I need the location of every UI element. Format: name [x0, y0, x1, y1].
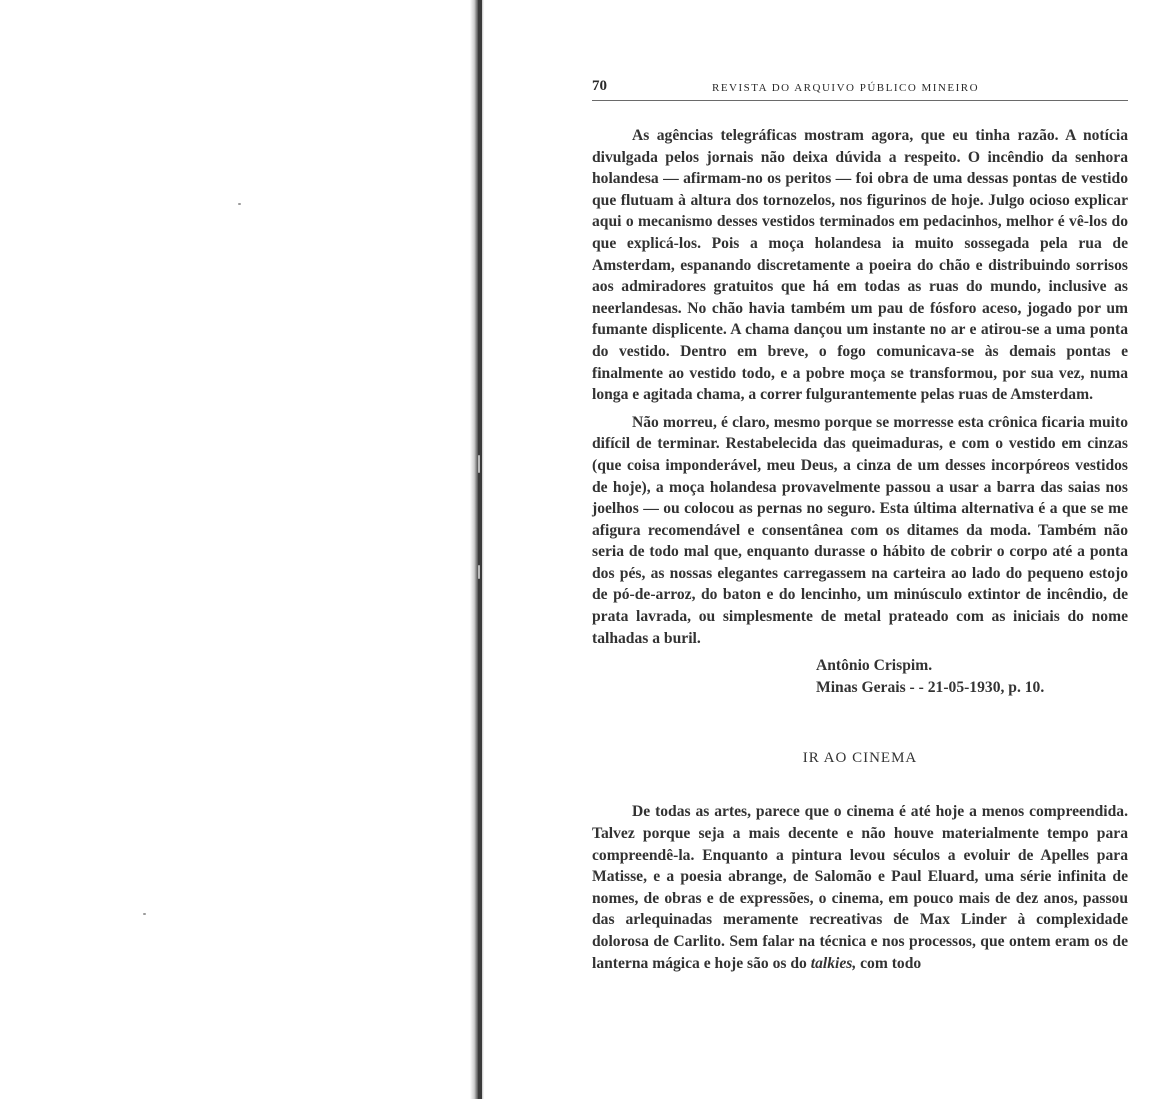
article-signature [816, 655, 1128, 698]
running-header [592, 78, 1128, 101]
section-paragraph-text: De todas as artes, parece que o cinema é até hoje a menos compreendida. Talvez porque seja a mais decente e não houve materialmente tempo para compreendê-la. Enquanto a pintura levou séculos a evoluir de Apelles para Matisse, e a poesia abrange, de Salomão e Paul Eluard, uma série infinita de nomes, de obras e de expressões, o cinema, em pouco mais de dez anos, passou das arlequinadas meramente recreativas de Max Linder à complexidade dolorosa de Carlito. Sem falar na técnica e nos processos, que ontem eram os de lanterna mágica e hoje são os do [592, 803, 1128, 972]
section-paragraph-italic: talkies, [810, 954, 857, 972]
paper-speck [238, 203, 241, 205]
page-number: 70 [592, 78, 607, 94]
section-paragraph-tail: com todo [856, 954, 922, 972]
paper-mark [478, 455, 480, 473]
signature-author: Antônio Crispim. [816, 657, 933, 675]
article-paragraph-2: Não morreu, é claro, mesmo porque se morresse esta crônica ficaria muito difícil de terminar. Restabelecida das queimaduras, e com o vestido em cinzas (que coisa imponderável, meu Deus, a cinza de um desses incorpóreos vestidos de hoje), a moça holandesa provavelmente passou a usar a barra das saias nos joelhos — ou colocou as pernas no seguro. Esta última alternativa é a que se me afigura recomendável e consentânea com os ditames da moda. Também não seria de todo mal que, enquanto durasse o hábito de cobrir o corpo até a ponta dos pés, as nossas elegantes carregassem na carteira ao lado do pequeno estojo de pó-de-arroz, do baton e do lencinho, um minúsculo extintor de incêndio, de prata lavrada, ou simplesmente de metal prateado com as iniciais do nome talhadas a buril. [592, 413, 1128, 647]
journal-title: REVISTA DO ARQUIVO PÚBLICO MINEIRO [712, 82, 980, 94]
paper-speck [143, 913, 146, 915]
section-title: IR AO CINEMA [802, 750, 918, 767]
article-paragraph-1: As agências telegráficas mostram agora, que eu tinha razão. A notícia divulgada pelos jornais não deixa dúvida a respeito. O incêndio da senhora holandesa — afirmam-no os peritos — foi obra de uma dessas pontas de vestido que flutuam à altura dos tornozelos, nos figurinos de hoje. Julgo ocioso explicar aqui o mecanismo desses vestidos terminados em pedacinhos, melhor é vê-los do que explicá-los. Pois a moça holandesa ia muito sossegada pela rua de Amsterdam, espanando discretamente a poeira do chão e distribuindo sorrisos aos admiradores gratuitos que há em todas as ruas do mundo, inclusive as neerlandesas. No chão havia também um pau de fósforo aceso, jogado por um fumante displicente. A chama dançou um instante no ar e atirou-se a uma ponta do vestido. Dentro em breve, o fogo comunicava-se às demais pontas e finalmente ao vestido todo, e a pobre moça se transformou, por sua vez, numa longa e agitada chama, a correr fulgurantemente pelas ruas de Amsterdam. [592, 127, 1128, 404]
book-spine-line [478, 0, 482, 1099]
book-page [592, 78, 1128, 980]
paper-mark [478, 565, 480, 579]
section-paragraph-1 [592, 801, 1128, 974]
signature-source: Minas Gerais - - 21-05-1930, p. 10. [816, 678, 1045, 696]
